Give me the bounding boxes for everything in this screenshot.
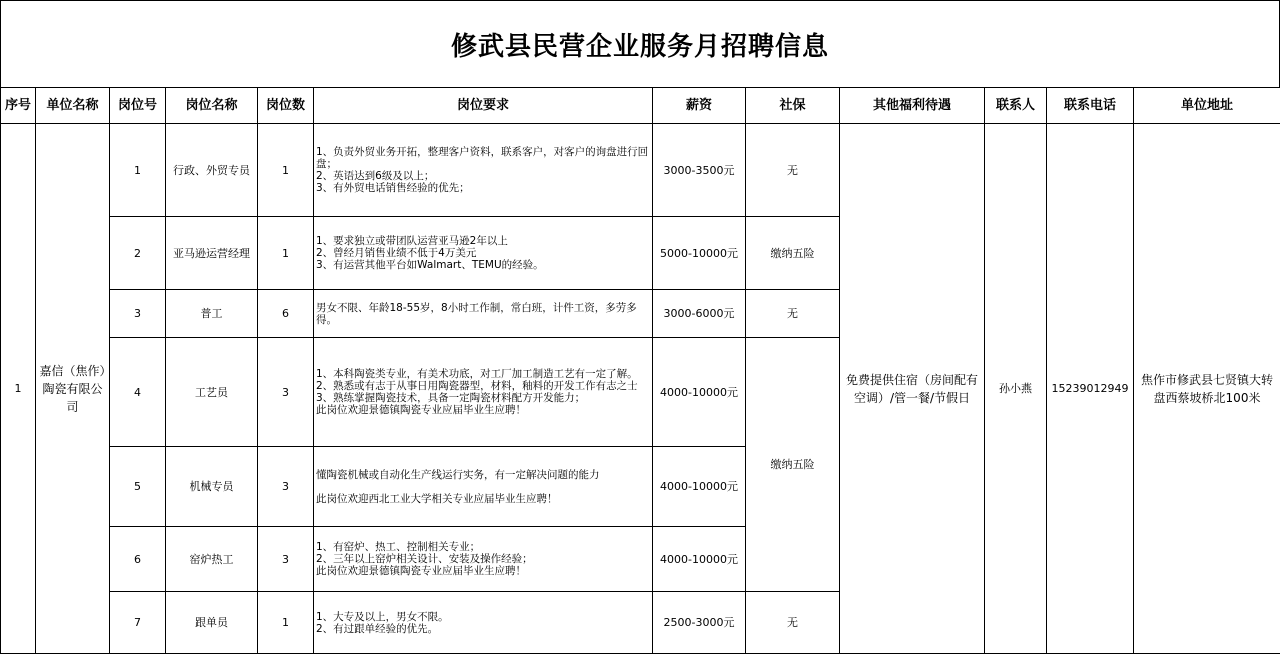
company-seq: 1 [1,124,36,654]
position-requirements [314,124,653,217]
position-insurance: 无 [746,592,840,654]
position-requirements [314,447,653,527]
requirement-line: 3、有外贸电话销售经验的优先； [316,182,650,194]
page-title: 修武县民营企业服务月招聘信息 [451,26,829,63]
header-phone: 联系电话 [1047,88,1134,124]
requirement-line: 男女不限、年龄18-55岁，8小时工作制，常白班，计件工资，多劳多得。 [316,302,650,326]
requirement-line: 1、本科陶瓷类专业，有美术功底，对工厂加工制造工艺有一定了解。 [316,368,650,380]
requirement-line: 此岗位欢迎景德镇陶瓷专业应届毕业生应聘！ [316,404,650,416]
position-salary: 3000-6000元 [653,290,746,338]
position-salary: 4000-10000元 [653,338,746,447]
company-phone: 15239012949 [1047,124,1134,654]
position-insurance: 无 [746,124,840,217]
position-insurance: 无 [746,290,840,338]
position-count: 1 [258,217,314,290]
requirement-line: 1、有窑炉、热工、控制相关专业； [316,541,650,553]
position-name: 行政、外贸专员 [166,124,258,217]
position-no: 7 [110,592,166,654]
position-no: 4 [110,338,166,447]
requirement-line: 2、熟悉或有志于从事日用陶瓷器型，材料，釉料的开发工作有志之士 [316,380,650,392]
position-requirements [314,592,653,654]
header-insurance: 社保 [746,88,840,124]
header-count: 岗位数 [258,88,314,124]
header-contact: 联系人 [985,88,1047,124]
header-pos-name: 岗位名称 [166,88,258,124]
position-insurance: 缴纳五险 [746,217,840,290]
header-address: 单位地址 [1134,88,1280,124]
company-address: 焦作市修武县七贤镇大转盘西蔡坡桥北100米 [1134,124,1280,654]
position-count: 3 [258,447,314,527]
header-salary: 薪资 [653,88,746,124]
position-salary: 5000-10000元 [653,217,746,290]
recruitment-table [0,87,1280,654]
requirement-line: 1、要求独立或带团队运营亚马逊2年以上 [316,235,650,247]
position-salary: 2500-3000元 [653,592,746,654]
position-salary: 3000-3500元 [653,124,746,217]
requirement-line: 1、负责外贸业务开拓，整理客户资料，联系客户，对客户的询盘进行回盘； [316,146,650,170]
position-no: 6 [110,527,166,592]
position-count: 3 [258,338,314,447]
position-no: 1 [110,124,166,217]
requirement-line: 此岗位欢迎西北工业大学相关专业应届毕业生应聘！ [316,493,650,505]
position-count: 1 [258,124,314,217]
company-benefits: 免费提供住宿（房间配有空调）/管一餐/节假日 [840,124,985,654]
table-row [1,124,1280,217]
position-no: 5 [110,447,166,527]
company-contact: 孙小燕 [985,124,1047,654]
header-seq: 序号 [1,88,36,124]
header-company: 单位名称 [36,88,110,124]
position-name: 普工 [166,290,258,338]
requirement-spacer [316,481,650,493]
requirement-line: 懂陶瓷机械或自动化生产线运行实务，有一定解决问题的能力 [316,469,650,481]
position-requirements [314,338,653,447]
position-count: 6 [258,290,314,338]
position-requirements [314,527,653,592]
requirement-line: 2、英语达到6级及以上； [316,170,650,182]
header-row [1,88,1280,124]
position-requirements [314,217,653,290]
requirement-line: 2、曾经月销售业绩不低于4万美元 [316,247,650,259]
requirement-line: 3、有运营其他平台如Walmart、TEMU的经验。 [316,259,650,271]
position-no: 2 [110,217,166,290]
position-name: 亚马逊运营经理 [166,217,258,290]
position-count: 1 [258,592,314,654]
position-salary: 4000-10000元 [653,447,746,527]
requirement-line: 2、有过跟单经验的优先。 [316,623,650,635]
requirement-line: 此岗位欢迎景德镇陶瓷专业应届毕业生应聘！ [316,565,650,577]
position-insurance: 缴纳五险 [746,338,840,592]
position-requirements [314,290,653,338]
position-no: 3 [110,290,166,338]
position-name: 工艺员 [166,338,258,447]
header-benefits: 其他福利待遇 [840,88,985,124]
company-name: 嘉信（焦作）陶瓷有限公司 [36,124,110,654]
requirement-line: 1、大专及以上，男女不限。 [316,611,650,623]
header-requirements: 岗位要求 [314,88,653,124]
position-name: 窑炉热工 [166,527,258,592]
position-name: 机械专员 [166,447,258,527]
position-count: 3 [258,527,314,592]
header-pos-no: 岗位号 [110,88,166,124]
requirement-line: 3、熟练掌握陶瓷技术，具备一定陶瓷材料配方开发能力； [316,392,650,404]
position-name: 跟单员 [166,592,258,654]
page-title-bar [0,0,1280,87]
requirement-line: 2、三年以上窑炉相关设计、安装及操作经验； [316,553,650,565]
position-salary: 4000-10000元 [653,527,746,592]
